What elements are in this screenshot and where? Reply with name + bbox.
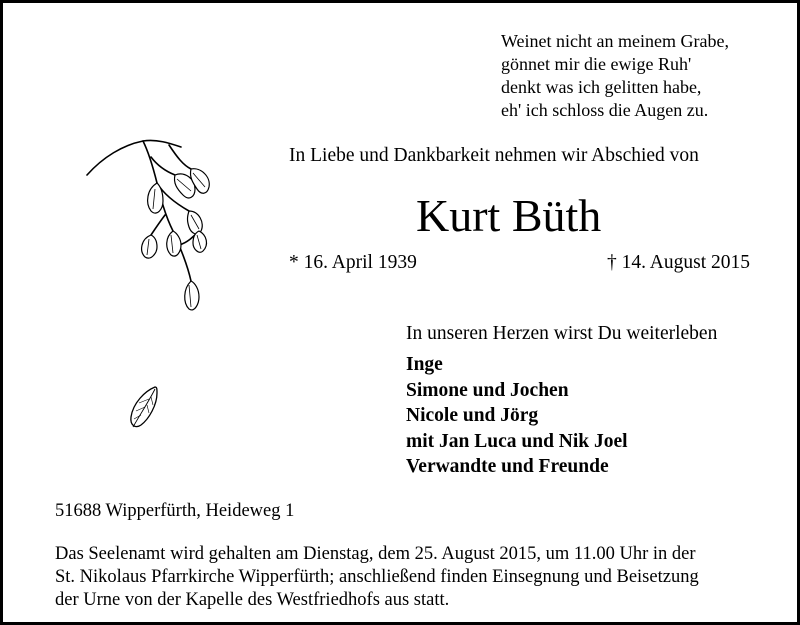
poem — [501, 30, 729, 122]
mourner: Inge — [406, 354, 443, 375]
address: 51688 Wipperfürth, Heideweg 1 — [55, 501, 295, 521]
mourners-list — [406, 352, 628, 480]
mourner: Simone und Jochen — [406, 379, 569, 401]
birth-date: * 16. April 1939 — [289, 252, 417, 273]
poem-line: eh' ich schloss die Augen zu. — [501, 100, 709, 120]
birch-branch-icon — [83, 131, 223, 331]
mourner: Nicole und Jörg — [406, 405, 539, 426]
service-line: St. Nikolaus Pfarrkirche Wipperfürth; anschließend finden Einsegnung und Beisetzung — [55, 567, 699, 587]
poem-line: Weinet nicht an meinem Grabe, — [501, 31, 729, 51]
death-date: † 14. August 2015 — [606, 252, 750, 273]
mourner: Verwandte und Freunde — [406, 456, 609, 477]
service-line: Das Seelenamt wird gehalten am Dienstag, dem 25. August 2015, um 11.00 Uhr in der — [55, 544, 696, 564]
memorial-line: In unseren Herzen wirst Du weiterleben — [406, 323, 718, 344]
mourner: mit Jan Luca und Nik Joel — [406, 430, 628, 452]
service-notice — [55, 543, 699, 612]
intro-text: In Liebe und Dankbarkeit nehmen wir Abschied von — [289, 145, 699, 166]
poem-line: denkt was ich gelitten habe, — [501, 77, 702, 97]
deceased-name: Kurt Büth — [416, 190, 602, 241]
poem-line: gönnet mir die ewige Ruh' — [501, 54, 692, 74]
service-line: der Urne von der Kapelle des Westfriedhofs aus statt. — [55, 590, 450, 610]
falling-leaf-icon — [127, 383, 163, 433]
